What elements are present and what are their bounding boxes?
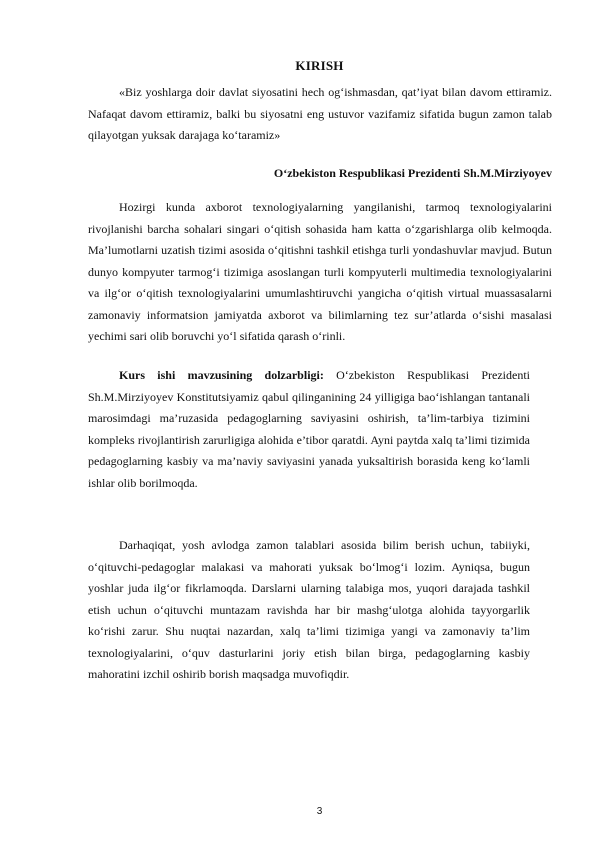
paragraph-2 [88, 365, 530, 494]
paragraph-2-lead: Kurs ishi mavzusining dolzarbligi: [119, 368, 324, 382]
epigraph-quote: «Biz yoshlarga doir davlat siyosatini hech og‘ishmasdan, qat’iyat bilan davom ettiramiz. Nafaqat davom ettiramiz, balki bu siyosatni eng ustuvor vazifamiz sifatida bugun zamon talab qilayotgan yuksak darajaga ko‘taramiz» [88, 85, 552, 142]
paragraph-2-body: O‘zbekiston Respublikasi Prezidenti Sh.M.Mirziyoyev Konstitutsiyamiz qabul qilinganining 24 yilligiga bao‘ishlangan tantanali marosimdagi ma’ruzasida pedagoglarning saviyasini oshirish, ta’lim-tarbiya tizimini kompleks rivojlantirish zarurligiga alohida e’tibor qaratdi. Ayni paytda xalq ta’limi tizimida pedagoglarning kasbiy va ma’naviy saviyasini yanada yuksaltirish borasida keng ko‘lamli ishlar olib borilmoqda. [88, 368, 530, 490]
epigraph-author: O‘zbekiston Respublikasi Prezidenti Sh.M.Mirziyoyev [273, 166, 552, 180]
paragraph-1: Hozirgi kunda axborot texnologiyalarning yangilanishi, tarmoq texnologiyalarini rivojlanishi barcha sohalari singari o‘qitish sohasida ham katta o‘zgarishlarga olib kelmoqda. Ma’lumotlarni uzatish tizimi asosida o‘qitishni tashkil etishga turli yondashuvlar mavjud. Butun dunyo kompyuter tarmog‘i tizimiga asoslangan turli kompyuterli multimedia texnologiyalarini va ilg‘or o‘qitish texnologiyalarini umumlashtiruvchi yangicha o‘qitish virtual muassasalarni zamonaviy informatsion jamiyatda axborot va bilimlarning tez sur’atlarda o‘sishi masalasi yechimi sari olib boruvchi yo‘l sifatida qarash o‘rinli. [88, 200, 552, 343]
section-title: KIRISH [295, 58, 344, 73]
paragraph-3: Darhaqiqat, yosh avlodga zamon talablari asosida bilim berish uchun, tabiiyki, o‘qituvchi-pedagoglar malakasi va mahorati yuksak bo‘lmog‘i lozim. Ayniqsa, bugun yoshlar juda ilg‘or fikrlamoqda. Darslarni ularning talabiga mos, yuqori darajada tashkil etish uchun o‘qituvchi muntazam ravishda har bir mashg‘ulotga alohida tayyorgarlik ko‘rishi zarur. Shu nuqtai nazardan, xalq ta’limi tizimiga yangi va zamonaviy ta’lim texnologiyalarini, o‘quv dasturlarini joriy etish bilan birga, pedagoglarning kasbiy mahoratini izchil oshirib borish maqsadga muvofiqdir. [88, 538, 530, 681]
page-number: 3 [316, 806, 323, 817]
